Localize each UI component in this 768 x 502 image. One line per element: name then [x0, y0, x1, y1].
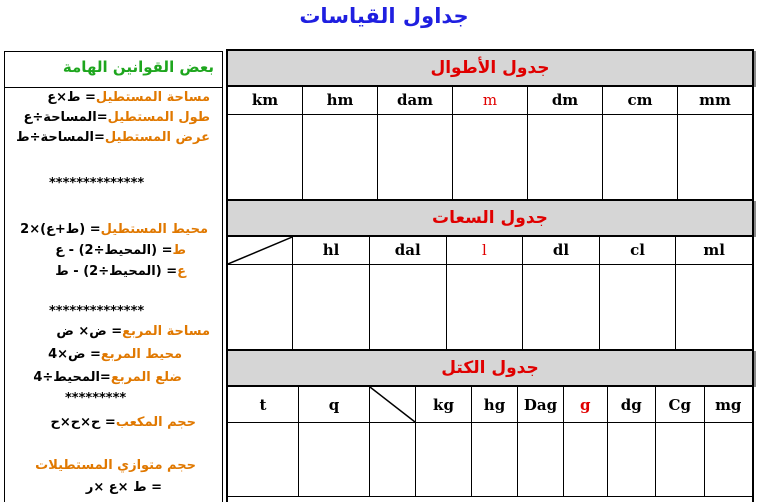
mass-values-row [228, 423, 752, 497]
laws-heading: بعض القوانين الهامة [5, 52, 222, 88]
value-cell[interactable] [527, 115, 602, 199]
law-rect-perimeter: محيط المستطيل= (ط+ع)×2 [20, 222, 208, 237]
unit-hl: hl [292, 237, 369, 264]
length-table-heading: جدول الأطوال [226, 49, 754, 87]
length-table [226, 87, 754, 199]
unit-dm: dm [527, 87, 602, 114]
law-square-side: ضلع المربع=المحيط÷4 [33, 370, 182, 385]
mass-table-heading: جدول الكتل [226, 349, 754, 387]
value-cell[interactable] [599, 265, 676, 349]
value-cell[interactable] [655, 423, 704, 496]
value-cell[interactable] [302, 115, 377, 199]
law-rect-width: عرض المستطيل=المساحة÷ط [16, 130, 210, 145]
mass-table [226, 387, 754, 502]
value-cell[interactable] [471, 423, 517, 496]
capacity-values-row [228, 265, 752, 349]
length-values-row [228, 115, 752, 199]
unit-cl: cl [599, 237, 676, 264]
law-width-from-perimeter: ع= (المحيط÷2) - ط [55, 264, 186, 279]
laws-panel [4, 51, 223, 502]
unit-t: t [259, 396, 267, 414]
value-cell[interactable] [377, 115, 452, 199]
page-title: جداول القياسات [299, 4, 469, 28]
unit-q: q [298, 387, 369, 422]
value-cell[interactable] [292, 265, 369, 349]
unit-mg: mg [704, 387, 753, 422]
diagonal-cell [369, 387, 415, 422]
unit-l: l [446, 237, 523, 264]
value-cell[interactable] [675, 265, 752, 349]
value-cell[interactable] [369, 265, 446, 349]
value-cell[interactable] [228, 423, 298, 496]
law-square-area: مساحة المربع= ض× ض [56, 324, 210, 339]
law-cuboid-volume: حجم متوازي المستطيلات [35, 458, 196, 473]
length-units-row [228, 87, 752, 115]
separator-stars: ************** [49, 304, 145, 319]
value-cell[interactable] [677, 115, 752, 199]
unit-mm: mm [677, 87, 752, 114]
separator-stars: ********* [65, 391, 127, 406]
unit-km: km [251, 91, 279, 109]
law-cuboid-formula: = ط ×ع ×ر [85, 480, 162, 495]
unit-dal: dal [369, 237, 446, 264]
unit-hg: hg [471, 387, 517, 422]
unit-dg: dg [607, 387, 656, 422]
unit-cg: Cg [655, 387, 704, 422]
law-rect-length: طول المستطيل=المساحة÷ع [23, 110, 210, 125]
value-cell[interactable] [563, 423, 607, 496]
law-length-from-perimeter: ط= (المحيط÷2) - ع [55, 243, 186, 258]
law-rect-area: مساحة المستطيل= ط×ع [47, 90, 210, 105]
capacity-table-heading: جدول السعات [226, 199, 754, 237]
value-cell[interactable] [369, 423, 415, 496]
unit-ml: ml [675, 237, 752, 264]
value-cell[interactable] [602, 115, 677, 199]
value-cell[interactable] [446, 265, 523, 349]
unit-dam: dam [377, 87, 452, 114]
value-cell[interactable] [517, 423, 563, 496]
value-cell[interactable] [415, 423, 471, 496]
unit-kg: kg [415, 387, 471, 422]
value-cell[interactable] [228, 265, 292, 349]
unit-g: g [563, 387, 607, 422]
unit-dl: dl [522, 237, 599, 264]
law-cube-volume: حجم المكعب= ح×ح×ح [50, 415, 196, 430]
value-cell[interactable] [607, 423, 656, 496]
capacity-units-row [228, 237, 752, 265]
unit-m: m [452, 87, 527, 114]
separator-stars: ************** [49, 176, 145, 191]
value-cell[interactable] [704, 423, 753, 496]
value-cell[interactable] [452, 115, 527, 199]
unit-cm: cm [602, 87, 677, 114]
mass-units-row [228, 387, 752, 423]
law-square-perimeter: محيط المربع= ض×4 [48, 347, 182, 362]
diagonal-cell [228, 237, 292, 264]
value-cell[interactable] [522, 265, 599, 349]
unit-dag: Dag [517, 387, 563, 422]
value-cell[interactable] [228, 115, 302, 199]
capacity-table [226, 237, 754, 349]
value-cell[interactable] [298, 423, 369, 496]
unit-hm: hm [302, 87, 377, 114]
